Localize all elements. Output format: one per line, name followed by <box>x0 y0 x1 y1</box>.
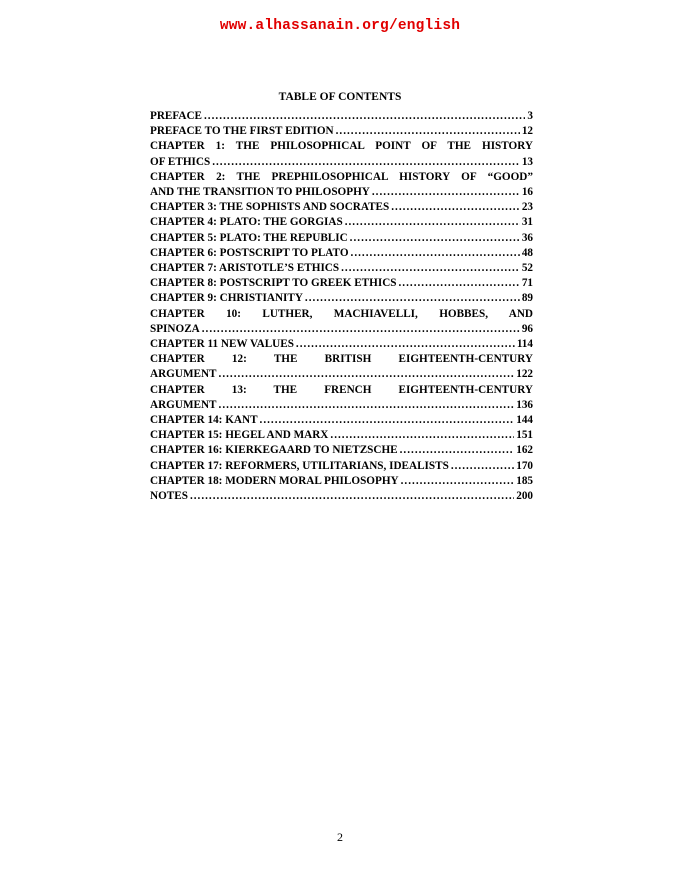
dot-leader <box>391 200 520 215</box>
toc-entry[interactable] <box>150 459 533 474</box>
toc-entry[interactable] <box>150 428 533 443</box>
toc-entry-title: ARGUMENT <box>150 398 217 411</box>
toc-entry-line: CHAPTER 10: LUTHER, MACHIAVELLI, HOBBES, AND <box>150 307 533 320</box>
toc-entry[interactable] <box>150 200 533 215</box>
toc-entry-title: AND THE TRANSITION TO PHILOSOPHY <box>150 186 370 199</box>
toc-entry-page-number: 13 <box>521 155 533 168</box>
toc-entry-page-number: 31 <box>521 216 533 229</box>
toc-entry-final-line <box>150 367 533 382</box>
toc-entry-final-line <box>150 109 533 124</box>
dot-leader <box>305 291 520 306</box>
toc-entry-line: CHAPTER 2: THE PREPHILOSOPHICAL HISTORY OF “GOOD” <box>150 170 533 183</box>
toc-entry[interactable] <box>150 231 533 246</box>
toc-entry-title: ARGUMENT <box>150 368 217 381</box>
toc-entry-final-line <box>150 215 533 230</box>
dot-leader <box>190 489 514 504</box>
toc-entry-final-line <box>150 459 533 474</box>
toc-entry-final-line <box>150 322 533 337</box>
toc-entry-final-line <box>150 291 533 306</box>
dot-leader <box>400 443 515 458</box>
toc-entry[interactable] <box>150 474 533 489</box>
toc-entry-title: CHAPTER 7: ARISTOTLE’S ETHICS <box>150 262 340 275</box>
toc-entry-page-number: 48 <box>521 246 533 259</box>
toc-entry[interactable] <box>150 489 533 504</box>
site-url-header[interactable]: www.alhassanain.org/english <box>219 18 461 34</box>
toc-entry-page-number: 12 <box>521 125 533 138</box>
toc-entry-page-number: 114 <box>516 338 533 351</box>
toc-entry-page-number: 89 <box>521 292 533 305</box>
dot-leader <box>341 261 520 276</box>
toc-entry[interactable] <box>150 124 533 139</box>
toc-entry-title: CHAPTER 3: THE SOPHISTS AND SOCRATES <box>150 201 390 214</box>
toc-entry-page-number: 122 <box>516 368 533 381</box>
toc-entry-final-line <box>150 261 533 276</box>
toc-entry-page-number: 96 <box>521 322 533 335</box>
dot-leader <box>219 367 515 382</box>
toc-entry-final-line <box>150 276 533 291</box>
toc-entry-page-number: 3 <box>527 110 533 122</box>
dot-leader <box>202 322 520 337</box>
toc-entry-title: CHAPTER 8: POSTSCRIPT TO GREEK ETHICS <box>150 277 397 290</box>
toc-entry-title: CHAPTER 17: REFORMERS, UTILITARIANS, IDEALISTS <box>150 459 449 472</box>
toc-entry[interactable] <box>150 246 533 261</box>
toc-entry-title: OF ETHICS <box>150 155 211 168</box>
toc-entry[interactable] <box>150 413 533 428</box>
toc-entry-final-line <box>150 246 533 261</box>
dot-leader <box>330 428 514 443</box>
toc-entry-final-line <box>150 231 533 246</box>
toc-entry-title: CHAPTER 6: POSTSCRIPT TO PLATO <box>150 246 349 259</box>
toc-entry-final-line <box>150 124 533 139</box>
dot-leader <box>219 398 515 413</box>
toc-entry[interactable] <box>150 443 533 458</box>
toc-entry-page-number: 200 <box>516 490 533 503</box>
toc-entry-title: CHAPTER 18: MODERN MORAL PHILOSOPHY <box>150 474 399 487</box>
toc-entry[interactable] <box>150 337 533 352</box>
toc-entry-page-number: 16 <box>521 186 533 199</box>
table-of-contents <box>150 109 533 504</box>
dot-leader <box>350 231 520 246</box>
toc-entry[interactable] <box>150 139 533 169</box>
toc-entry-line: CHAPTER 1: THE PHILOSOPHICAL POINT OF THE HISTORY <box>150 140 533 153</box>
toc-entry-title: CHAPTER 15: HEGEL AND MARX <box>150 429 329 442</box>
toc-entry-title: CHAPTER 14: KANT <box>150 414 258 427</box>
toc-entry-final-line <box>150 443 533 458</box>
toc-entry-title: CHAPTER 9: CHRISTIANITY <box>150 292 303 305</box>
toc-entry-title: CHAPTER 11 NEW VALUES <box>150 338 294 351</box>
dot-leader <box>451 459 514 474</box>
toc-entry-final-line <box>150 413 533 428</box>
toc-entry-title: CHAPTER 4: PLATO: THE GORGIAS <box>150 216 343 229</box>
toc-entry-final-line <box>150 337 533 352</box>
toc-entry-title: CHAPTER 5: PLATO: THE REPUBLIC <box>150 231 348 244</box>
toc-entry[interactable] <box>150 291 533 306</box>
toc-entry-final-line <box>150 489 533 504</box>
toc-entry-page-number: 71 <box>521 277 533 290</box>
toc-entry-final-line <box>150 398 533 413</box>
toc-title: TABLE OF CONTENTS <box>278 91 402 103</box>
toc-entry[interactable] <box>150 276 533 291</box>
toc-entry-page-number: 23 <box>521 201 533 214</box>
toc-entry-page-number: 144 <box>516 414 533 427</box>
dot-leader <box>372 185 520 200</box>
dot-leader <box>204 109 525 124</box>
dot-leader <box>260 413 515 428</box>
toc-entry-title: PREFACE <box>150 110 202 122</box>
dot-leader <box>336 124 520 139</box>
toc-entry[interactable] <box>150 170 533 200</box>
dot-leader <box>212 155 520 170</box>
toc-entry-page-number: 136 <box>516 398 533 411</box>
toc-entry-page-number: 151 <box>516 429 533 442</box>
toc-entry[interactable] <box>150 383 533 413</box>
toc-entry[interactable] <box>150 261 533 276</box>
dot-leader <box>399 276 520 291</box>
toc-entry-final-line <box>150 428 533 443</box>
toc-entry-page-number: 170 <box>516 459 533 472</box>
toc-entry-title: PREFACE TO THE FIRST EDITION <box>150 125 334 138</box>
toc-entry[interactable] <box>150 109 533 124</box>
toc-entry-title: NOTES <box>150 490 188 503</box>
toc-entry[interactable] <box>150 215 533 230</box>
toc-entry-page-number: 36 <box>521 231 533 244</box>
toc-entry-line: CHAPTER 13: THE FRENCH EIGHTEENTH-CENTURY <box>150 383 533 396</box>
toc-entry-line: CHAPTER 12: THE BRITISH EIGHTEENTH-CENTURY <box>150 353 533 366</box>
dot-leader <box>401 474 515 489</box>
toc-entry-final-line <box>150 474 533 489</box>
toc-entry-final-line <box>150 155 533 170</box>
toc-entry-final-line <box>150 200 533 215</box>
toc-entry-title: CHAPTER 16: KIERKEGAARD TO NIETZSCHE <box>150 444 398 457</box>
page-number: 2 <box>337 830 343 844</box>
toc-entry[interactable] <box>150 352 533 382</box>
toc-entry-page-number: 162 <box>516 444 533 457</box>
toc-entry-title: SPINOZA <box>150 322 200 335</box>
toc-entry[interactable] <box>150 307 533 337</box>
toc-entry-final-line <box>150 185 533 200</box>
toc-entry-page-number: 185 <box>516 474 533 487</box>
dot-leader <box>345 215 520 230</box>
dot-leader <box>296 337 515 352</box>
dot-leader <box>351 246 520 261</box>
toc-entry-page-number: 52 <box>521 262 533 275</box>
